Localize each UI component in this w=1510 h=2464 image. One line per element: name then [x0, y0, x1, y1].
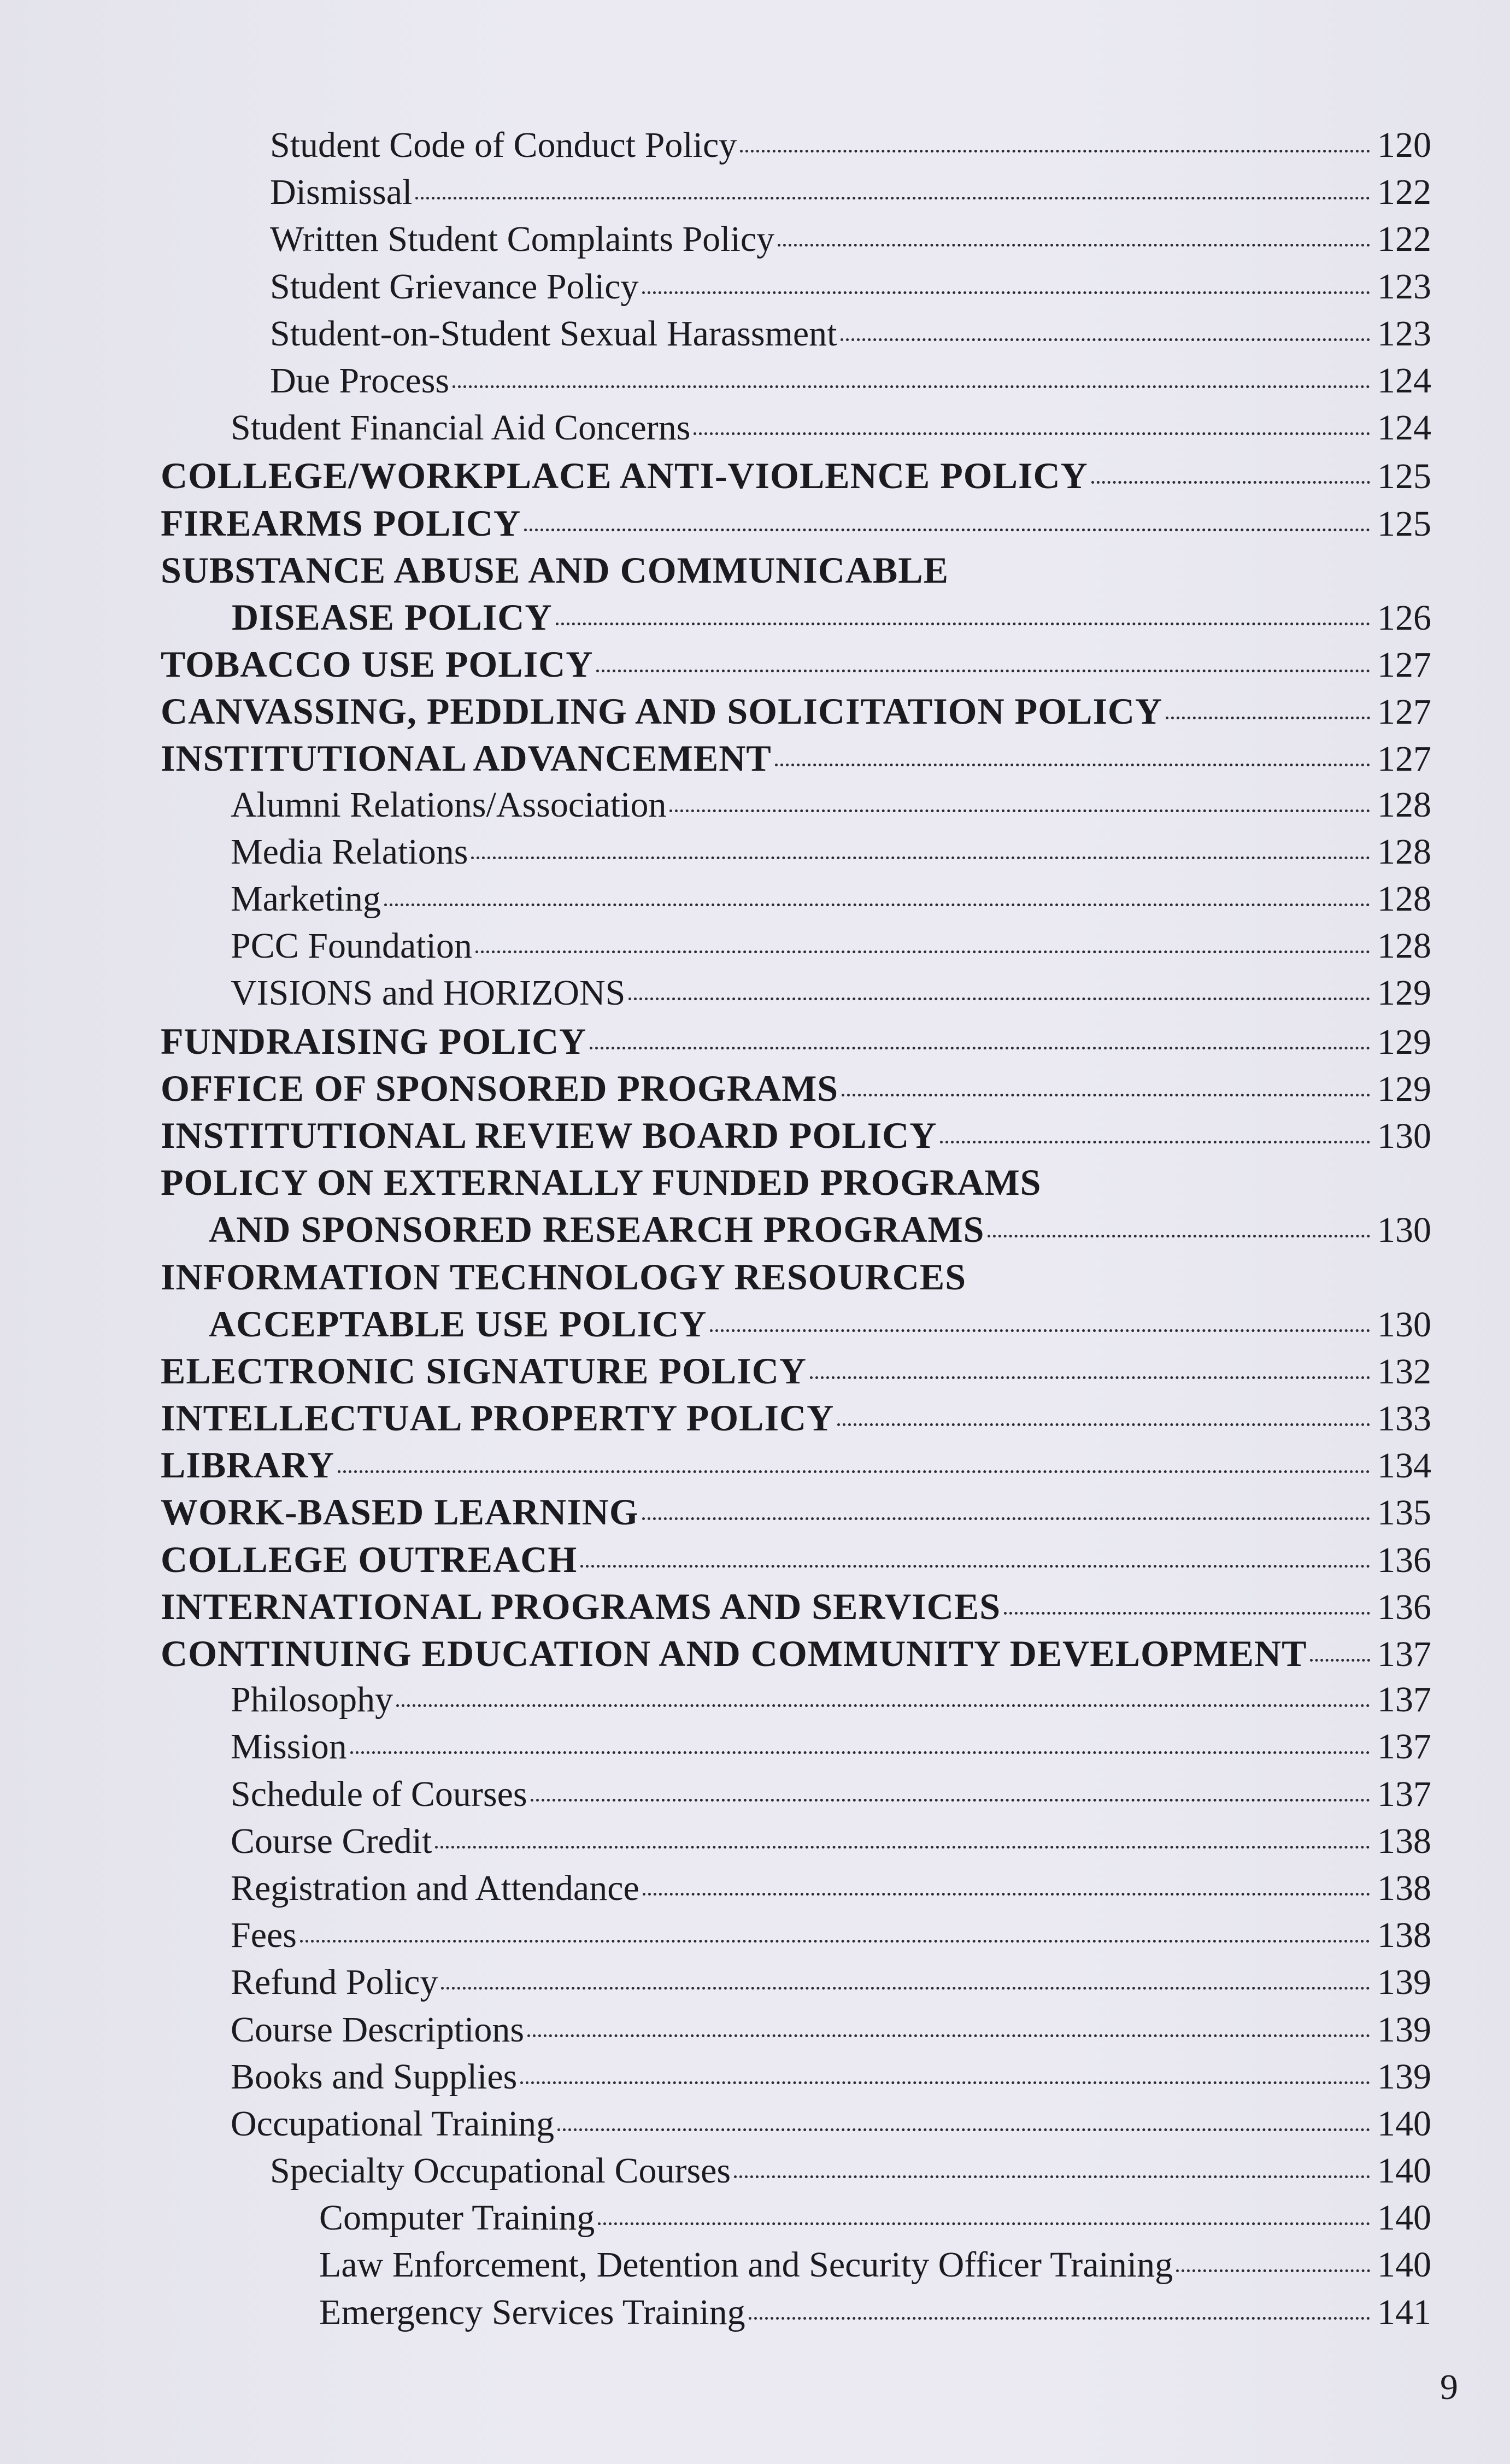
- toc-entry-page: 140: [1377, 2151, 1431, 2191]
- toc-entry: [161, 784, 1431, 831]
- toc-entry-page: 127: [1377, 739, 1431, 779]
- toc-entry-title: POLICY ON EXTERNALLY FUNDED PROGRAMS: [161, 1161, 1042, 1204]
- toc-entry-title: Due Process: [270, 360, 450, 401]
- dot-leader: [475, 951, 1370, 953]
- toc-entry-title: Emergency Services Training: [319, 2292, 745, 2332]
- toc-entry-page: 135: [1377, 1493, 1431, 1533]
- toc-entry: [161, 1444, 1431, 1491]
- dot-leader: [1004, 1612, 1370, 1615]
- dot-leader: [557, 2128, 1370, 2131]
- toc-entry-title: Philosophy: [231, 1680, 393, 1720]
- dot-leader: [520, 2081, 1370, 2084]
- toc-entry: [161, 407, 1431, 454]
- toc-entry-title: ACCEPTABLE USE POLICY: [209, 1303, 707, 1345]
- toc-entry: [161, 313, 1431, 360]
- toc-entry: [161, 2103, 1431, 2150]
- dot-leader: [643, 1893, 1370, 1896]
- toc-entry-page: 128: [1377, 784, 1431, 825]
- toc-entry-page: 132: [1377, 1351, 1431, 1392]
- toc-entry: [161, 1774, 1431, 1821]
- toc-entry: [161, 549, 1431, 596]
- toc-entry-title: INSTITUTIONAL REVIEW BOARD POLICY: [161, 1114, 937, 1156]
- dot-leader: [527, 2034, 1370, 2037]
- toc-entry-page: 133: [1377, 1399, 1431, 1439]
- toc-entry: [161, 1679, 1431, 1726]
- toc-entry-page: 130: [1377, 1210, 1431, 1251]
- toc-entry-page: 122: [1377, 219, 1431, 260]
- toc-entry-page: 127: [1377, 645, 1431, 685]
- dot-leader: [384, 904, 1370, 906]
- toc-entry: [161, 1303, 1431, 1350]
- toc-entry: [161, 2197, 1431, 2244]
- toc-entry: [161, 643, 1431, 690]
- toc-entry-page: 129: [1377, 1069, 1431, 1109]
- toc-entry-page: 139: [1377, 2056, 1431, 2097]
- toc-entry-page: 137: [1377, 1634, 1431, 1674]
- toc-entry: [161, 1114, 1431, 1161]
- toc-entry: [161, 1161, 1431, 1208]
- dot-leader: [590, 1047, 1370, 1049]
- toc-entry: [161, 690, 1431, 737]
- toc-entry: [161, 1962, 1431, 2009]
- toc-entry-title: ELECTRONIC SIGNATURE POLICY: [161, 1350, 807, 1392]
- toc-entry-title: CANVASSING, PEDDLING AND SOLICITATION POLICY: [161, 690, 1163, 732]
- toc-entry-title: WORK-BASED LEARNING: [161, 1491, 639, 1533]
- toc-entry-title: Registration and Attendance: [231, 1868, 639, 1908]
- toc-entry-title: Dismissal: [270, 172, 413, 213]
- toc-entry-title: LIBRARY: [161, 1444, 335, 1486]
- toc-entry-title: TOBACCO USE POLICY: [161, 643, 594, 685]
- toc-entry-title: Student Grievance Policy: [270, 266, 639, 307]
- toc-entry-page: 134: [1377, 1446, 1431, 1486]
- toc-entry-title: Student-on-Student Sexual Harassment: [270, 313, 837, 354]
- toc-entry-page: 138: [1377, 1868, 1431, 1908]
- toc-entry: [161, 172, 1431, 219]
- toc-entry-page: 140: [1377, 2245, 1431, 2285]
- toc-entry-page: 130: [1377, 1116, 1431, 1156]
- toc-entry-title: Refund Policy: [231, 1962, 438, 2003]
- toc-entry-title: FUNDRAISING POLICY: [161, 1020, 587, 1062]
- toc-entry-page: 120: [1377, 125, 1431, 165]
- toc-entry-title: INTERNATIONAL PROGRAMS AND SERVICES: [161, 1585, 1001, 1627]
- dot-leader: [524, 529, 1370, 531]
- toc-entry-title: COLLEGE/WORKPLACE ANTI-VIOLENCE POLICY: [161, 455, 1088, 497]
- toc-entry-title: Media Relations: [231, 831, 468, 872]
- toc-entry-title: Marketing: [231, 879, 381, 919]
- toc-entry-title: Student Code of Conduct Policy: [270, 125, 737, 165]
- toc-entry: [161, 1350, 1431, 1397]
- toc-entry-title: INFORMATION TECHNOLOGY RESOURCES: [161, 1256, 967, 1298]
- toc-entry: [161, 2150, 1431, 2197]
- toc-entry: [161, 925, 1431, 972]
- dot-leader: [710, 1329, 1370, 1332]
- toc-entry: [161, 1585, 1431, 1632]
- dot-leader: [453, 385, 1370, 388]
- toc-entry-page: 130: [1377, 1304, 1431, 1345]
- dot-leader: [300, 1940, 1370, 1943]
- dot-leader: [734, 2175, 1370, 2178]
- toc-entry-title: Course Credit: [231, 1821, 432, 1861]
- toc-entry-page: 139: [1377, 1962, 1431, 2003]
- dot-leader: [642, 291, 1370, 294]
- toc-entry: [161, 596, 1431, 643]
- toc-entry-page: 127: [1377, 692, 1431, 732]
- dot-leader: [580, 1565, 1370, 1568]
- toc-entry: [161, 878, 1431, 925]
- toc-entry-title: Law Enforcement, Detention and Security Officer Training: [319, 2245, 1173, 2285]
- toc-entry: [161, 1208, 1431, 1255]
- dot-leader: [842, 1094, 1370, 1096]
- toc-entry-page: 125: [1377, 503, 1431, 544]
- toc-entry-title: PCC Foundation: [231, 926, 472, 966]
- toc-entry-page: 126: [1377, 597, 1431, 638]
- toc-entry: [161, 1726, 1431, 1773]
- toc-entry: [161, 219, 1431, 266]
- toc-entry-page: 124: [1377, 360, 1431, 401]
- dot-leader: [441, 1987, 1370, 1990]
- toc-entry-title: Computer Training: [319, 2198, 595, 2238]
- toc-entry-title: COLLEGE OUTREACH: [161, 1538, 578, 1580]
- toc-entry-page: 129: [1377, 973, 1431, 1013]
- toc-entry-title: INSTITUTIONAL ADVANCEMENT: [161, 737, 772, 779]
- toc-entry-title: Schedule of Courses: [231, 1774, 527, 1814]
- table-of-contents: [161, 125, 1431, 2339]
- toc-entry-title: Fees: [231, 1915, 297, 1956]
- toc-entry-title: INTELLECTUAL PROPERTY POLICY: [161, 1397, 835, 1439]
- toc-entry-page: 138: [1377, 1915, 1431, 1956]
- toc-entry: [161, 737, 1431, 784]
- toc-entry: [161, 125, 1431, 172]
- dot-leader: [556, 623, 1371, 625]
- toc-entry-page: 137: [1377, 1680, 1431, 1720]
- dot-leader: [749, 2317, 1370, 2320]
- dot-leader: [1166, 717, 1370, 719]
- dot-leader: [338, 1470, 1370, 1473]
- dot-leader: [350, 1751, 1370, 1754]
- toc-entry-title: VISIONS and HORIZONS: [231, 973, 626, 1013]
- toc-entry-title: OFFICE OF SPONSORED PROGRAMS: [161, 1067, 839, 1109]
- dot-leader: [841, 338, 1370, 341]
- toc-entry: [161, 454, 1431, 501]
- toc-entry: [161, 831, 1431, 878]
- toc-entry: [161, 1538, 1431, 1585]
- dot-leader: [669, 809, 1370, 812]
- toc-entry: [161, 2244, 1431, 2291]
- toc-entry-page: 138: [1377, 1821, 1431, 1861]
- toc-entry-title: AND SPONSORED RESEARCH PROGRAMS: [209, 1208, 985, 1251]
- toc-entry-title: Student Financial Aid Concerns: [231, 408, 691, 448]
- toc-entry-title: Course Descriptions: [231, 2009, 525, 2050]
- dot-leader: [531, 1799, 1370, 1802]
- dot-leader: [596, 670, 1370, 672]
- toc-entry-title: SUBSTANCE ABUSE AND COMMUNICABLE: [161, 549, 949, 591]
- dot-leader: [415, 197, 1370, 200]
- dot-leader: [471, 856, 1370, 859]
- toc-entry-page: 128: [1377, 879, 1431, 919]
- toc-entry-title: CONTINUING EDUCATION AND COMMUNITY DEVELOPMENT: [161, 1633, 1307, 1674]
- dot-leader: [435, 1846, 1370, 1849]
- toc-entry-page: 141: [1377, 2292, 1431, 2332]
- toc-entry: [161, 1397, 1431, 1444]
- toc-entry-page: 137: [1377, 1774, 1431, 1814]
- toc-entry-title: Specialty Occupational Courses: [270, 2151, 731, 2191]
- toc-entry-title: Mission: [231, 1727, 347, 1767]
- toc-entry: [161, 2009, 1431, 2056]
- toc-entry: [161, 972, 1431, 1019]
- toc-entry-page: 140: [1377, 2103, 1431, 2144]
- dot-leader: [1091, 481, 1370, 484]
- toc-entry: [161, 1067, 1431, 1114]
- dot-leader: [598, 2222, 1370, 2225]
- toc-entry-page: 136: [1377, 1540, 1431, 1580]
- toc-entry-page: 123: [1377, 266, 1431, 307]
- toc-entry: [161, 1821, 1431, 1868]
- dot-leader: [642, 1517, 1370, 1520]
- toc-entry: [161, 266, 1431, 313]
- toc-entry: [161, 2292, 1431, 2339]
- toc-entry-title: Occupational Training: [231, 2103, 555, 2144]
- toc-entry: [161, 1491, 1431, 1538]
- toc-entry-title: Alumni Relations/Association: [231, 784, 667, 825]
- toc-entry-page: 136: [1377, 1587, 1431, 1627]
- toc-entry: [161, 1868, 1431, 1915]
- dot-leader: [778, 244, 1370, 247]
- toc-entry: [161, 1020, 1431, 1067]
- toc-entry: [161, 1632, 1431, 1679]
- toc-entry-page: 140: [1377, 2198, 1431, 2238]
- toc-entry: [161, 2056, 1431, 2103]
- toc-entry-title: Written Student Complaints Policy: [270, 219, 775, 260]
- toc-entry-page: 122: [1377, 172, 1431, 213]
- dot-leader: [940, 1141, 1370, 1143]
- dot-leader: [396, 1704, 1370, 1707]
- toc-entry: [161, 1915, 1431, 1962]
- dot-leader: [694, 432, 1370, 435]
- toc-entry-title: DISEASE POLICY: [232, 596, 553, 638]
- toc-entry-page: 124: [1377, 408, 1431, 448]
- toc-entry: [161, 502, 1431, 549]
- toc-entry-page: 128: [1377, 926, 1431, 966]
- dot-leader: [1176, 2269, 1370, 2272]
- toc-entry-title: FIREARMS POLICY: [161, 502, 521, 544]
- dot-leader: [628, 998, 1370, 1000]
- toc-entry-page: 128: [1377, 831, 1431, 872]
- dot-leader: [740, 150, 1370, 152]
- dot-leader: [988, 1235, 1370, 1237]
- toc-entry: [161, 1256, 1431, 1303]
- toc-entry-page: 137: [1377, 1727, 1431, 1767]
- dot-leader: [775, 764, 1370, 766]
- dot-leader: [837, 1423, 1370, 1426]
- dot-leader: [1310, 1659, 1370, 1662]
- toc-entry-page: 123: [1377, 313, 1431, 354]
- toc-entry: [161, 360, 1431, 407]
- toc-entry-page: 139: [1377, 2009, 1431, 2050]
- toc-entry-page: 129: [1377, 1022, 1431, 1062]
- page-number: 9: [1440, 2367, 1458, 2407]
- toc-entry-title: Books and Supplies: [231, 2056, 518, 2097]
- dot-leader: [810, 1376, 1370, 1379]
- toc-entry-page: 125: [1377, 456, 1431, 497]
